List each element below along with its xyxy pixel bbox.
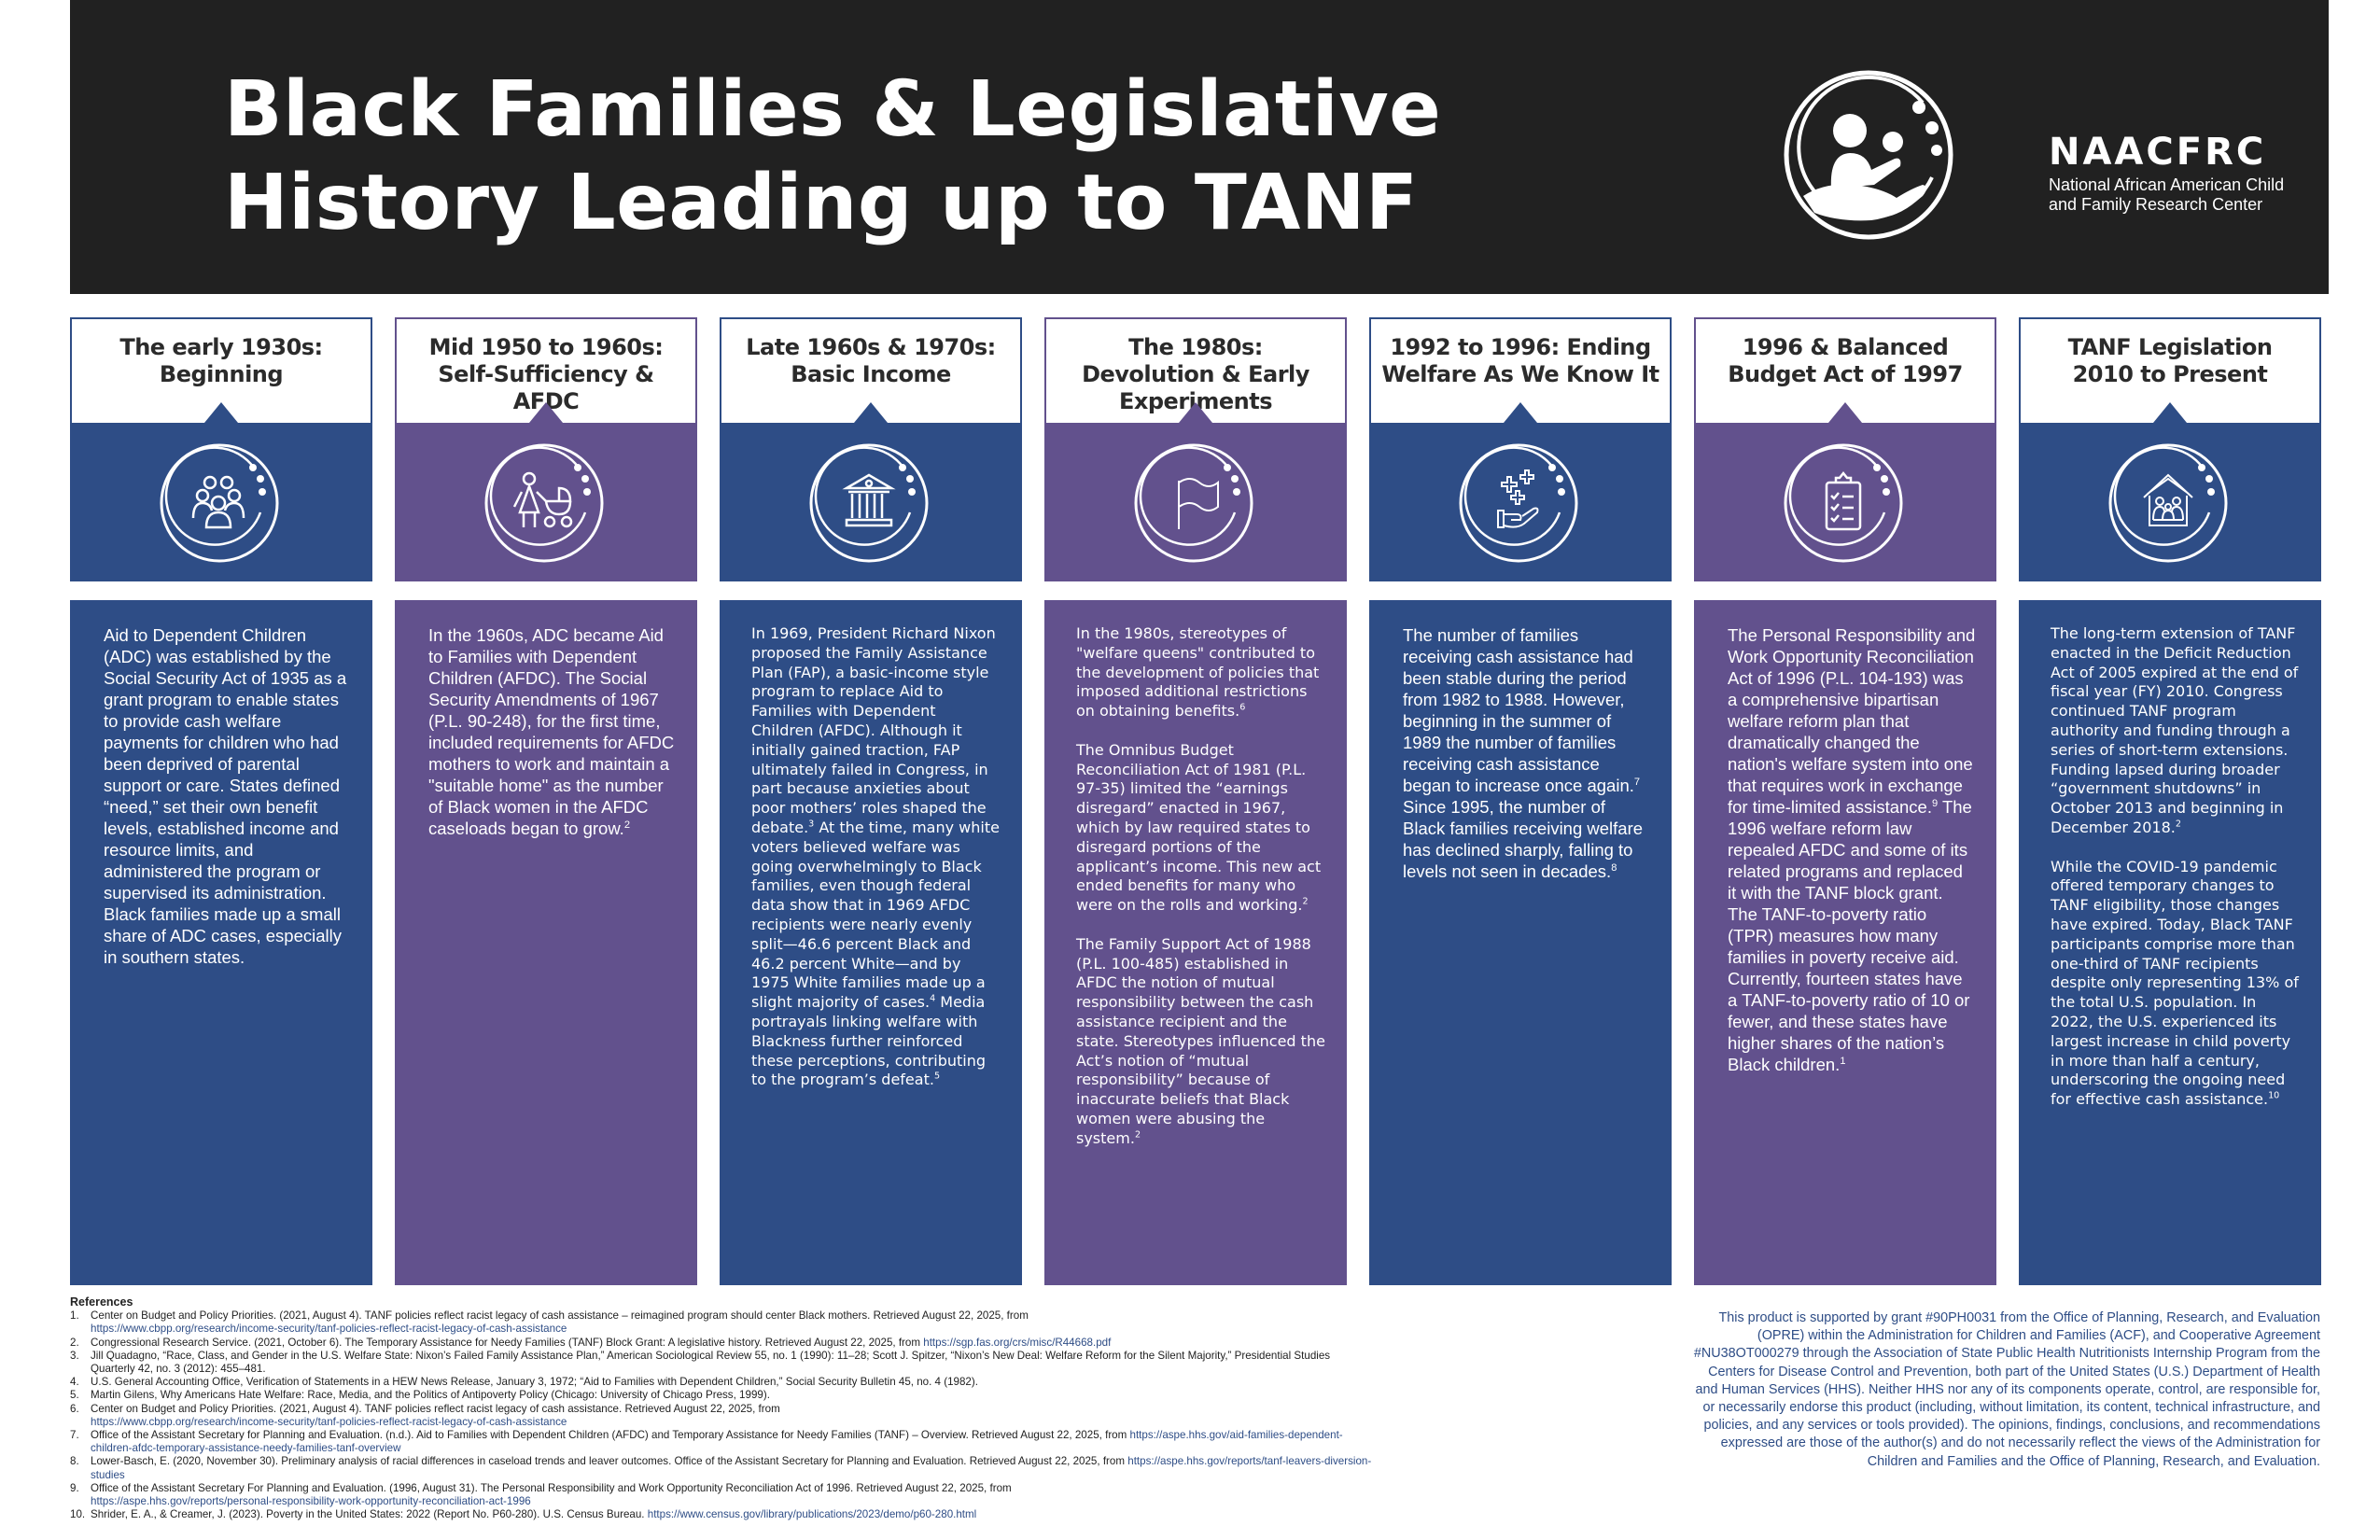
pointer-arrow [1504,402,1537,423]
reference-item: 9. Office of the Assistant Secretary For Planning and Evaluation. (1996, August 31). The Personal Responsibility and Work Opportunity Reconciliation Act of 1996. Retrieved August 22, 2025, from https://aspe.hhs.gov/reports/personal-responsibility-work-opportunity-reconciliation-act-1996 [70,1481,1012,1508]
footnote-ref: 2 [2175,819,2181,830]
reference-item: 7. Office of the Assistant Secretary for Planning and Evaluation. (n.d.). Aid to Families with Dependent Children (AFDC) and Temporary Assistance for Needy Families (TANF) – Overview. Retrieved August 22, 2025, from https://aspe.hhs.gov/aid-families-dependent-children-afdc-temporary-assistance-needy-families-tanf-overview [70,1429,1343,1455]
references-section [70,1295,1377,1521]
timeline-card-1996-1997 [1694,317,1996,1074]
family-group-icon [156,436,287,567]
reference-item: 1. Center on Budget and Policy Priorities. (2021, August 4). TANF policies reflect racist legacy of cash assistance – reimagined program should center Black mothers. Retrieved August 22, 2025, from https://www.cbpp.org/research/income-security/tanf-policies-reflect-racist-legacy-of-cash-assistance [70,1309,1029,1336]
reference-item: 5. Martin Gilens, Why Americans Hate Welfare: Race, Media, and the Politics of Antipoverty Policy (Chicago: University of Chicago Press, 1999). [70,1389,770,1402]
reference-item: 10. Shrider, E. A., & Creamer, J. (2023). Poverty in the United States: 2022 (Report No. P60-280). U.S. Census Bureau. https://www.census.gov/library/publications/2023/demo/p60-280.html [70,1508,977,1521]
funding-disclaimer: This product is supported by grant #90PH0031 from the Office of Planning, Research, and Evaluation (OPRE) within the Administration for Children and Families (ACF), and Cooperative Agreement #NU38OT000279 through the Association of State Public Health Nutritionists Internship Program from the Centers for Disease Control and Prevention, both part of the United States (U.S.) Department of Health and Human Services (HHS). Neither HHS nor any of its components operate, control, are responsible for, or necessarily endorse this product (including, without limitation, its content, technical infrastructure, and policies, and any services or tools provided). The opinions, findings, conclusions, and recommendations expressed are those of the author(s) and do not necessarily reflect the views of the Administration for Children and Families and the Office of Planning, Research, and Evaluation. [1693,1310,2320,1469]
card-body: In the 1980s, stereotypes of "welfare queens" contributed to the development of policies that imposed additional restrictions on obtaining benefits.$^6$ The Omnibus Budget Reconciliation Act of 1981 (P.L. 97-35) limited the “earnings disregard” enacted in 1967, which by law required states to disregard portions of the applicant’s income. This new act ended benefits for many who were on the rolls and working.$^2$ The Family Support Act of 1988 (P.L. 100-485) established in AFDC the notion of mutual responsibility between the cash assistance recipient and the state. Stereotypes influenced the Act’s notion of “mutual responsibility” because of inaccurate beliefs that Black women were abusing the system.$^2$ [1044,600,1347,1285]
reference-item: 3. Jill Quadagno, “Race, Class, and Gender in the U.S. Welfare State: Nixon’s Failed Family Assistance Plan,” American Sociological Review 55, no. 1 (1990): 11–28; Scott J. Spitzer, “Nixon’s New Deal: Welfare Reform for the Silent Majority,” Presidential Studies Quarterly 42, no. 3 (2012): 455–481. [70,1349,1331,1376]
reference-item: 8. Lower-Basch, E. (2020, November 30). Preliminary analysis of racial differences in caseload trends and leaver outcomes. Office of the Assistant Secretary for Planning and Evaluation. Retrieved August 22, 2025, from https://aspe.hhs.gov/reports/tanf-leavers-diversion-studies [70,1455,1372,1481]
card-body: The long-term extension of TANF enacted in the Deficit Reduction Act of 2005 expired at the end of fiscal year (FY) 2010. Congress continued TANF program authority and funding through a series of short-term extensions. Funding lapsed during broader “government shutdowns” in October 2013 and beginning in December 2018.$^2$ While the COVID-19 pandemic offered temporary changes to TANF eligibility, those changes have expired. Today, Black TANF participants comprise more than one-third of TANF recipients despite only representing 13% of the total U.S. population. In 2022, the U.S. experienced its largest increase in child poverty in more than half a century, underscoring the ongoing need for effective cash assistance.$^{10}$ [2019,600,2321,1285]
reference-item: 4. U.S. General Accounting Office, Verification of Statements in a HEW News Release, January 3, 1972; “Aid to Families with Dependent Children,” Social Security Bulletin 45, no. 4 (1982). [70,1376,978,1389]
flag-icon [1130,436,1261,567]
card-body: Aid to Dependent Children (ADC) was established by the Social Security Act of 1935 as a grant program to enable states to provide cash welfare payments for children who had been deprived of parental support or care. States defined “need,” set their own benefit levels, established income and resource limits, and administered the program or supervised its administration. Black families made up a small share of ADC cases, especially in southern states. [70,600,372,1285]
card-body: In 1969, President Richard Nixon proposed the Family Assistance Plan (FAP), a basic-income style program to replace Aid to Families with Dependent Children (AFDC). Although it initially gained traction, FAP ultimately failed in Congress, in part because anxieties about poor mothers’ roles shaped the debate.$^3$ At the time, many white voters believed welfare was going overwhelmingly to Black families, even though federal data show that in 1969 AFDC recipients were nearly evenly split—46.6 percent Black and 46.2 percent White—and by 1975 White families made up a slight majority of cases.$^4$ Media portrayals linking welfare with Blackness further reinforced these perceptions, contributing to the program’s defeat.$^5$ [720,600,1022,1285]
footnote-ref: 9 [1931,797,1939,809]
hand-plus-icon [1455,436,1586,567]
footnote-ref: 6 [1239,702,1246,713]
footnote-ref: 8 [1611,861,1617,874]
card-heading: The early 1930s: Beginning [70,317,372,423]
reference-link[interactable]: https://sgp.fas.org/crs/misc/R44668.pdf [923,1336,1112,1349]
reference-link[interactable]: https://aspe.hhs.gov/aid-families-dependent-children-afdc-temporary-assistance-needy-families-tanf-overview [91,1429,1343,1455]
pointer-arrow [204,402,238,423]
reference-link[interactable]: https://www.cbpp.org/research/income-security/tanf-policies-reflect-racist-legacy-of-cash-assistance [91,1323,567,1336]
pointer-arrow [1828,402,1862,423]
card-body: The number of families receiving cash assistance had been stable during the period from 1982 to 1988. However, beginning in the summer of 1989 the number of families receiving cash assistance began to increase once again.$^7$ Since 1995, the number of Black families receiving welfare has declined sharply, falling to levels not seen in decades.$^8$ [1369,600,1672,1285]
pointer-arrow [1179,402,1212,423]
reference-link[interactable]: https://aspe.hhs.gov/reports/personal-responsibility-work-opportunity-reconciliation-act-1996 [91,1495,531,1508]
pointer-arrow [854,402,888,423]
references-list [70,1309,1377,1521]
logo-wordmark: NAACFRC [2049,131,2267,174]
card-body: In the 1960s, ADC became Aid to Families with Dependent Children (AFDC). The Social Security Amendments of 1967 (P.L. 90-248), for the first time, included requirements for AFDC mothers to work and maintain a "suitable home" as the number of Black women in the AFDC caseloads began to grow.$^2$ [395,600,697,1285]
timeline-card-1980s [1044,317,1347,1147]
reference-link[interactable]: https://aspe.hhs.gov/reports/tanf-leavers-diversion-studies [91,1455,1372,1481]
house-family-icon [2105,436,2235,567]
references-heading: References [70,1295,133,1309]
timeline-card-1950s-1960s [395,317,697,838]
footnote-ref: 4 [930,993,936,1004]
footnote-ref: 2 [1302,896,1309,907]
reference-link[interactable]: https://www.cbpp.org/research/income-security/tanf-policies-reflect-racist-legacy-of-cash-assistance [91,1415,567,1428]
timeline-card-late-1960s-1970s [720,317,1022,1089]
footnote-ref: 3 [808,819,815,830]
naacfrc-logo [1783,65,2315,243]
footnote-ref: 10 [2268,1090,2280,1101]
card-heading: The 1980s: Devolution & Early Experiments [1044,317,1347,423]
card-heading: 1992 to 1996: Ending Welfare As We Know It [1369,317,1672,423]
page-title: Black Families & Legislative History Leading up to TANF [224,65,1442,247]
card-heading: TANF Legislation 2010 to Present [2019,317,2321,423]
footnote-ref: 5 [933,1071,941,1082]
card-heading: Late 1960s & 1970s: Basic Income [720,317,1022,423]
card-heading: Mid 1950 to 1960s: Self-Sufficiency & AFDC [395,317,697,423]
timeline-card-1992-1996 [1369,317,1672,881]
clipboard-checklist-icon [1780,436,1911,567]
mother-stroller-icon [481,436,611,567]
pointer-arrow [2153,402,2187,423]
logo-subtitle: National African American Child and Family Research Center [2049,175,2285,214]
footnote-ref: 2 [1134,1129,1141,1141]
timeline-card-2010-present [2019,317,2321,1109]
hand-child-logo-icon [1783,65,1960,243]
card-body: The Personal Responsibility and Work Opportunity Reconciliation Act of 1996 (P.L. 104-193) was a comprehensive bipartisan welfare reform plan that dramatically changed the nation's welfare system into one that requires work in exchange for time-limited assistance.$^9$ The 1996 welfare reform law repealed AFDC and some of its related programs and replaced it with the TANF block grant. The TANF-to-poverty ratio (TPR) measures how many families in poverty receive aid. Currently, fourteen states have a TANF-to-poverty ratio of 10 or fewer, and these states have higher shares of the nation’s Black children.$^1$ [1694,600,1996,1285]
header-banner [70,0,2329,294]
government-building-icon [805,436,936,567]
reference-link[interactable]: https://www.census.gov/library/publications/2023/demo/p60-280.html [647,1508,977,1521]
footnote-ref: 2 [623,819,630,831]
footnote-ref: 7 [1633,776,1641,788]
footnote-ref: 1 [1840,1055,1846,1067]
card-heading: 1996 & Balanced Budget Act of 1997 [1694,317,1996,423]
pointer-arrow [529,402,563,423]
timeline-card-1930s [70,317,372,967]
reference-item: 6. Center on Budget and Policy Priorities. (2021, August 4). TANF policies reflect racist legacy of cash assistance. Retrieved August 22, 2025, from https://www.cbpp.org/research/income-security/tanf-policies-reflect-racist-legacy-of-cash-assistance [70,1402,780,1428]
reference-item: 2. Congressional Research Service. (2021, October 6). The Temporary Assistance for Needy Families (TANF) Block Grant: A legislative history. Retrieved August 22, 2025, from https://sgp.fas.org/crs/misc/R44668.pdf [70,1336,1112,1349]
